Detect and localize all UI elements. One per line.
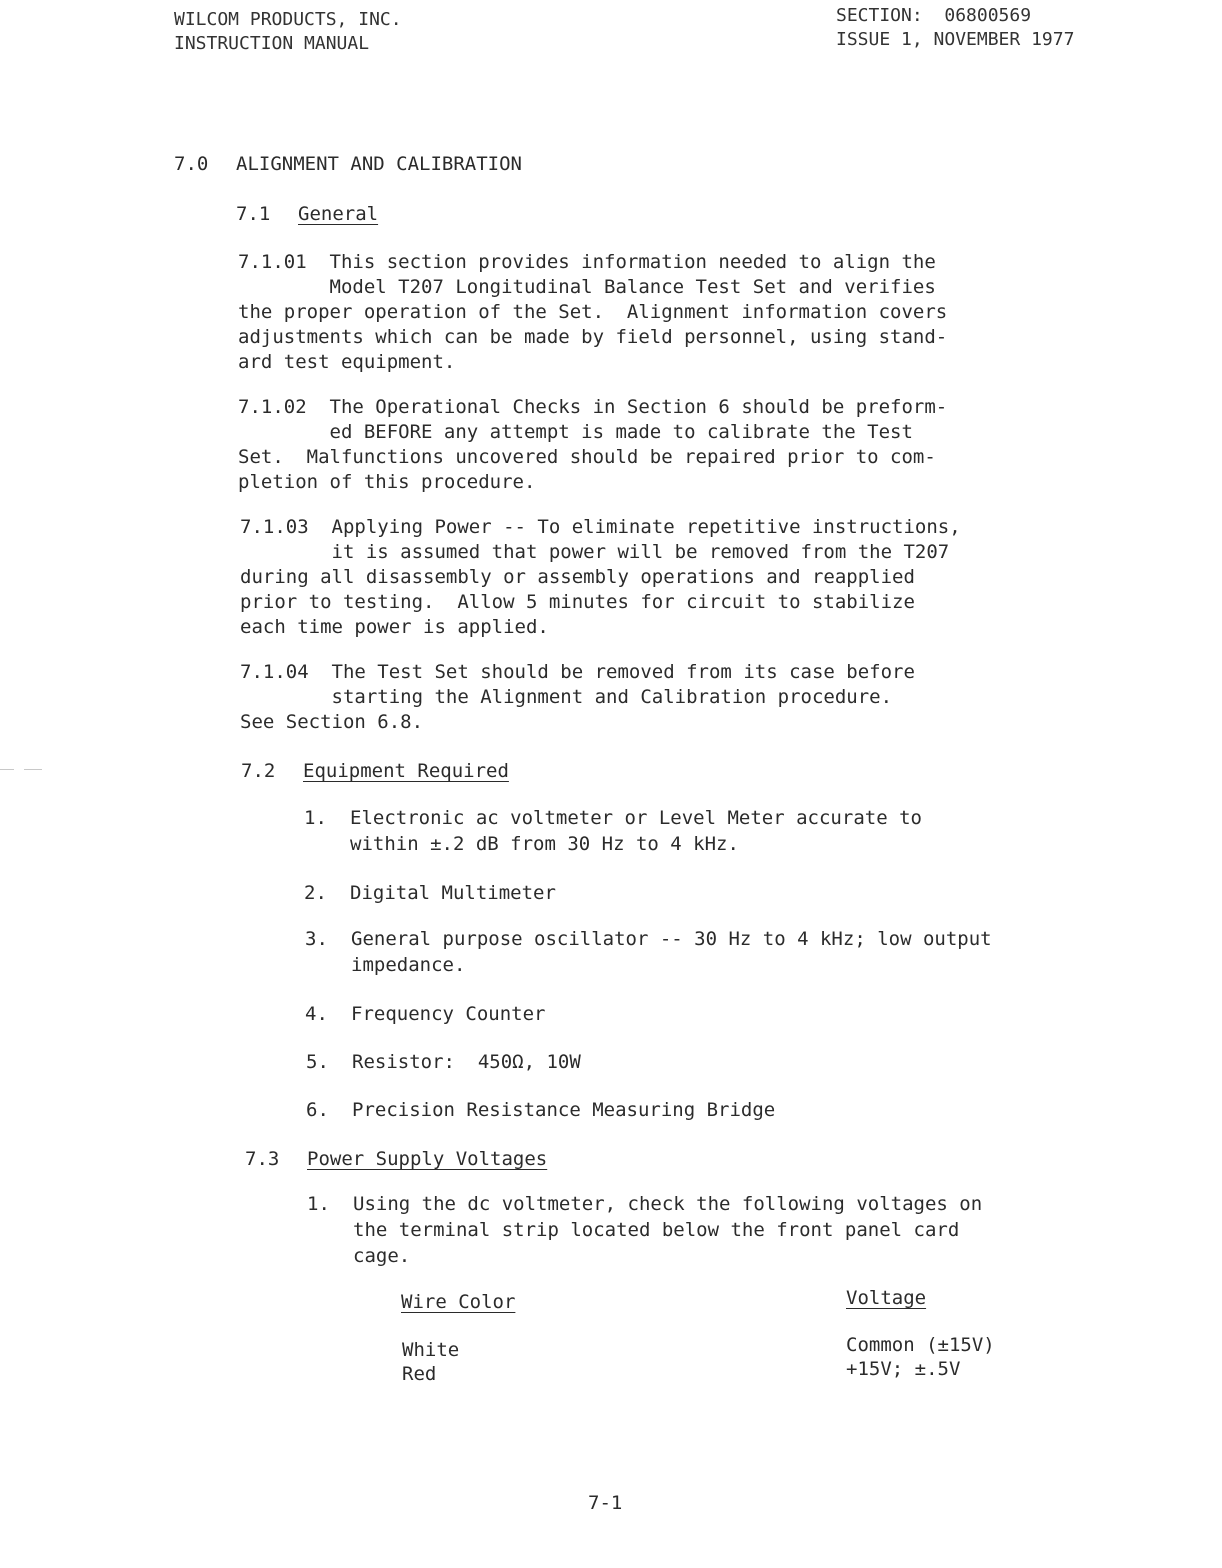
paragraph-7-1-01: [238, 250, 947, 375]
item-text: General purpose oscillator -- 30 Hz to 4 kHz; low output: [351, 928, 992, 950]
table-header-wire-color: Wire Color: [401, 1291, 516, 1313]
table-cell-voltage: +15V; ±.5V: [846, 1358, 961, 1380]
section-number-7-0: 7.0: [174, 153, 209, 175]
paragraph-line: during all disassembly or assembly operations and reapplied: [240, 566, 915, 588]
subsection-title-general: General: [298, 203, 379, 225]
item-text: Electronic ac voltmeter or Level Meter accurate to: [350, 807, 922, 829]
paragraph-line: prior to testing. Allow 5 minutes for circuit to stabilize: [240, 591, 915, 613]
scan-mark: [0, 769, 14, 770]
issue-date: ISSUE 1, NOVEMBER 1977: [836, 29, 1075, 50]
step-text: the terminal strip located below the front panel card: [353, 1219, 960, 1241]
paragraph-line: Model T207 Longitudinal Balance Test Set and verifies: [238, 276, 936, 298]
subsection-number-7-3: 7.3: [245, 1148, 280, 1170]
subsection-number-7-1: 7.1: [236, 203, 271, 225]
item-number: 6.: [306, 1099, 329, 1121]
paragraph-line: starting the Alignment and Calibration procedure.: [240, 686, 893, 708]
paragraph-line: Set. Malfunctions uncovered should be repaired prior to com-: [238, 446, 936, 468]
page-number: 7-1: [588, 1492, 623, 1514]
section-number: SECTION: 06800569: [836, 5, 1032, 26]
paragraph-7-1-03: [240, 515, 961, 640]
item-text: Resistor: 450Ω, 10W: [352, 1051, 581, 1073]
subsection-title-power: Power Supply Voltages: [307, 1148, 548, 1170]
table-cell-voltage: Common (±15V): [846, 1334, 995, 1356]
paragraph-line: ard test equipment.: [238, 351, 456, 373]
item-number: 5.: [306, 1051, 329, 1073]
paragraph-line: 7.1.02 The Operational Checks in Section 6 should be preform-: [238, 396, 948, 418]
paragraph-line: ed BEFORE any attempt is made to calibrate the Test: [238, 421, 913, 443]
item-text: within ±.2 dB from 30 Hz to 4 kHz.: [350, 833, 739, 855]
item-text: Precision Resistance Measuring Bridge: [352, 1099, 776, 1121]
paragraph-line: 7.1.03 Applying Power -- To eliminate repetitive instructions,: [240, 516, 961, 538]
paragraph-7-1-02: [238, 395, 947, 495]
paragraph-7-1-04: [240, 660, 915, 735]
item-number: 3.: [305, 928, 328, 950]
paragraph-line: each time power is applied.: [240, 616, 549, 638]
item-number: 2.: [304, 882, 327, 904]
table-header-voltage: Voltage: [846, 1287, 927, 1309]
manual-title: INSTRUCTION MANUAL: [174, 33, 370, 54]
step-text: cage.: [353, 1245, 411, 1267]
table-cell-wire-color: White: [402, 1339, 460, 1361]
item-text: impedance.: [351, 954, 466, 976]
scan-mark: [24, 769, 42, 770]
subsection-number-7-2: 7.2: [241, 760, 276, 782]
step-text: Using the dc voltmeter, check the following voltages on: [353, 1193, 983, 1215]
paragraph-line: it is assumed that power will be removed from the T207: [240, 541, 950, 563]
paragraph-line: 7.1.01 This section provides information needed to align the: [238, 251, 936, 273]
section-title: ALIGNMENT AND CALIBRATION: [236, 153, 522, 175]
paragraph-line: 7.1.04 The Test Set should be removed from its case before: [240, 661, 915, 683]
paragraph-line: pletion of this procedure.: [238, 471, 536, 493]
step-number: 1.: [307, 1193, 330, 1215]
paragraph-line: adjustments which can be made by field personnel, using stand-: [238, 326, 948, 348]
item-text: Frequency Counter: [351, 1003, 546, 1025]
item-text: Digital Multimeter: [350, 882, 556, 904]
subsection-title-equipment: Equipment Required: [303, 760, 509, 782]
table-cell-wire-color: Red: [402, 1363, 437, 1385]
company-name: WILCOM PRODUCTS, INC.: [174, 9, 402, 30]
item-number: 1.: [304, 807, 327, 829]
item-number: 4.: [305, 1003, 328, 1025]
paragraph-line: the proper operation of the Set. Alignment information covers: [238, 301, 948, 323]
paragraph-line: See Section 6.8.: [240, 711, 424, 733]
